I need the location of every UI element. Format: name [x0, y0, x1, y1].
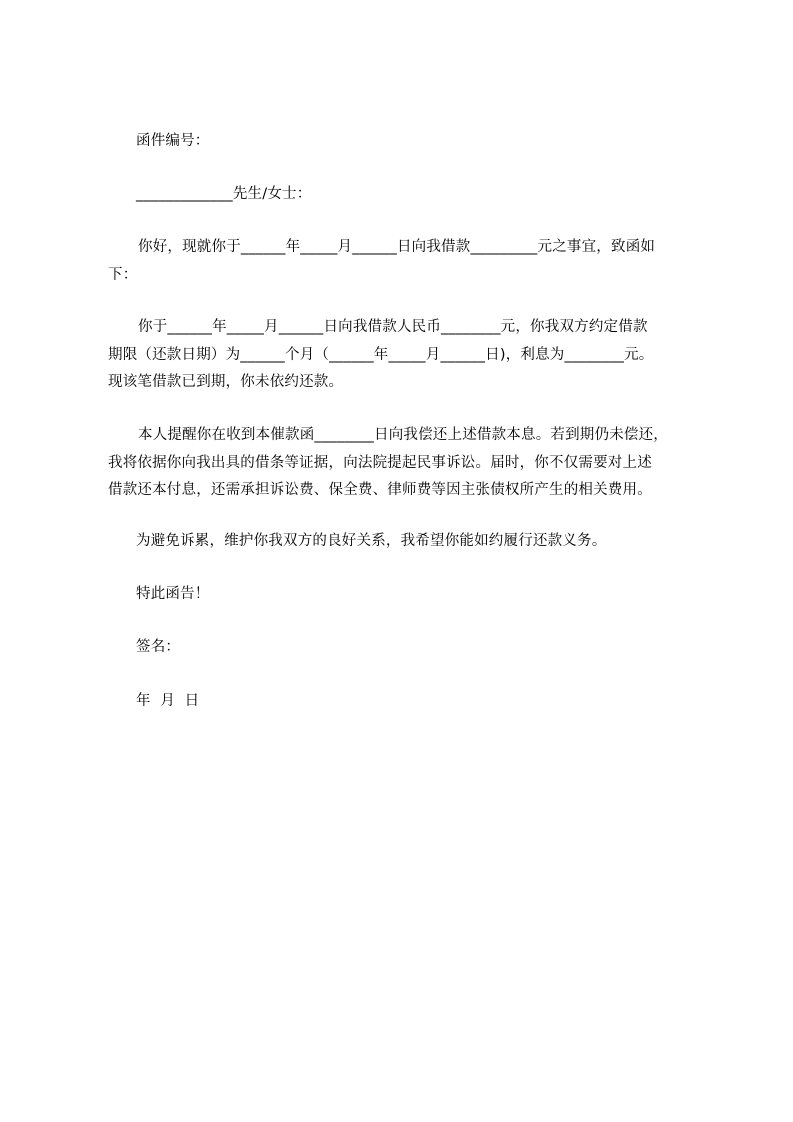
salutation: _____________先生/女士：: [136, 186, 312, 202]
paragraph-2-line-1: 你于______年_____月______日向我借款人民币________元，你我双方约定借款: [138, 319, 648, 335]
paragraph-2-line-3: 现该笔借款已到期，你未依约还款。: [108, 374, 344, 390]
paragraph-2-line-2: 期限（还款日期）为______个月（______年_____月______日)，利息为________元。: [108, 347, 654, 363]
paragraph-3-line-1: 本人提醒你在收到本催款函________日向我偿还上述借款本息。若到期仍未偿还，: [138, 427, 668, 443]
signature-label: 签名：: [136, 639, 181, 655]
closing-line: 特此函告！: [136, 586, 210, 602]
date-line: 年 月 日: [136, 693, 200, 709]
paragraph-1-line-2: 下：: [108, 267, 138, 283]
paragraph-3-line-2: 我将依据你向我出具的借条等证据，向法院提起民事诉讼。届时，你不仅需要对上述: [108, 455, 652, 471]
paragraph-1-line-1: 你好，现就你于______年_____月______日向我借款_________元之事宜，致函如: [138, 239, 656, 255]
paragraph-3-line-3: 借款还本付息，还需承担诉讼费、保全费、律师费等因主张债权所产生的相关费用。: [108, 482, 652, 498]
paragraph-4: 为避免诉累，维护你我双方的良好关系，我希望你能如约履行还款义务。: [136, 533, 607, 549]
reference-number-label: 函件编号：: [136, 133, 210, 149]
